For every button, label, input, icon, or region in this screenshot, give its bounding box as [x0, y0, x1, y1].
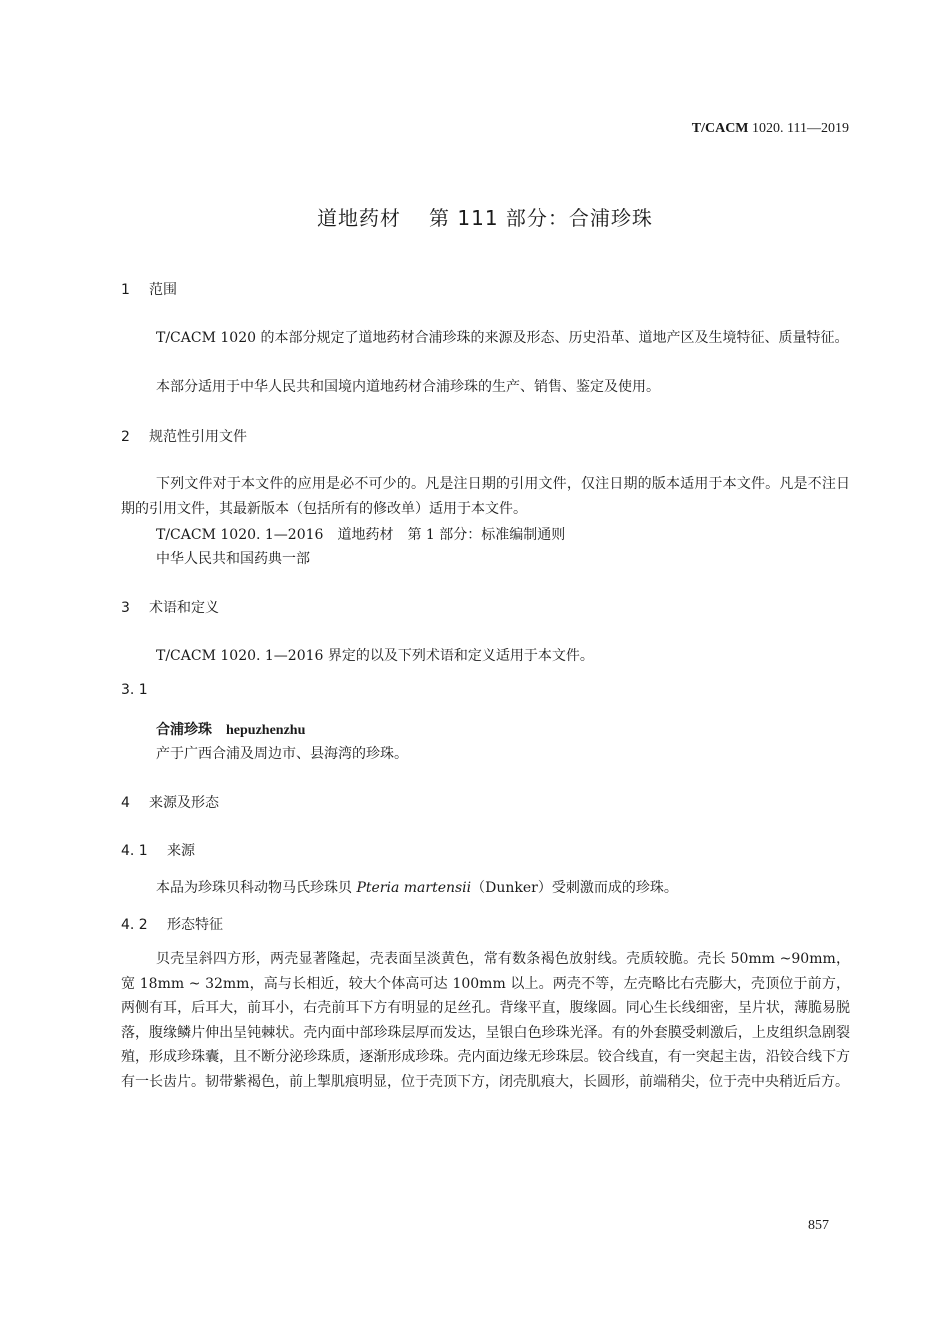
term-entry: 合浦珍珠 hepuzhenzhu: [156, 722, 306, 738]
subsection-4-1-heading: 4. 1 来源: [121, 843, 195, 859]
section-2-paragraph: 下列文件对于本文件的应用是必不可少的。凡是注日期的引用文件，仅注日期的版本适用于本文件。凡是不注日期的引用文件，其最新版本（包括所有的修改单）适用于本文件。: [121, 476, 850, 517]
document-number: T/CACM 1020. 111—2019: [691, 121, 849, 136]
subsection-4-2-heading: 4. 2 形态特征: [121, 917, 223, 933]
section-3-heading: 3 术语和定义: [121, 600, 219, 616]
page-number: 857: [808, 1218, 829, 1233]
section-3-paragraph: T/CACM 1020. 1—2016 界定的以及下列术语和定义适用于本文件。: [156, 648, 594, 664]
page-title: 道地药材 第 111 部分：合浦珍珠: [317, 206, 653, 230]
section-1-paragraph-1: T/CACM 1020 的本部分规定了道地药材合浦珍珠的来源及形态、历史沿革、道地产区及生境特征、质量特征。: [156, 330, 849, 346]
section-1-paragraph-2: 本部分适用于中华人民共和国境内道地药材合浦珍珠的生产、销售、鉴定及使用。: [156, 379, 660, 395]
reference-2: 中华人民共和国药典一部: [156, 551, 310, 567]
reference-1: T/CACM 1020. 1—2016 道地药材 第 1 部分：标准编制通则: [156, 527, 566, 543]
subsection-4-2-paragraph: 贝壳呈斜四方形，两壳显著隆起，壳表面呈淡黄色，常有数条褐色放射线。壳质较脆。壳长 50mm ~90mm，宽 18mm ~ 32mm，高与长相近，较大个体高可达 100mm 以上。两壳不等，左壳略比右壳膨大，壳顶位于前方，两侧有耳，后耳大，前耳小，右壳前耳下方有明显的足丝孔。背缘平直，腹缘圆。同心生长线细密，呈片状，薄脆易脱落，腹缘鳞片伸出呈钝棘状。壳内面中部珍珠层厚而发达，呈银白色珍珠光泽。有的外套膜受刺激后，上皮组织急剧裂殖，形成珍珠囊，且不断分泌珍珠质，逐渐形成珍珠。壳内面边缘无珍珠层。铰合线直，有一突起主齿，沿铰合线下方有一长齿片。韧带紫褐色，前上掣肌痕明显，位于壳顶下方，闭壳肌痕大，长圆形，前端稍尖，位于壳中央稍近后方。: [121, 951, 850, 1090]
section-2-heading: 2 规范性引用文件: [121, 429, 247, 445]
term-definition: 产于广西合浦及周边市、县海湾的珍珠。: [156, 746, 408, 762]
subsection-4-1-paragraph: 本品为珍珠贝科动物马氏珍珠贝 Pteria martensii（Dunker）受刺激而成的珍珠。: [156, 880, 678, 896]
section-4-heading: 4 来源及形态: [121, 795, 219, 811]
subsection-3-1-number: 3. 1: [121, 682, 148, 698]
section-1-heading: 1 范围: [121, 282, 177, 298]
